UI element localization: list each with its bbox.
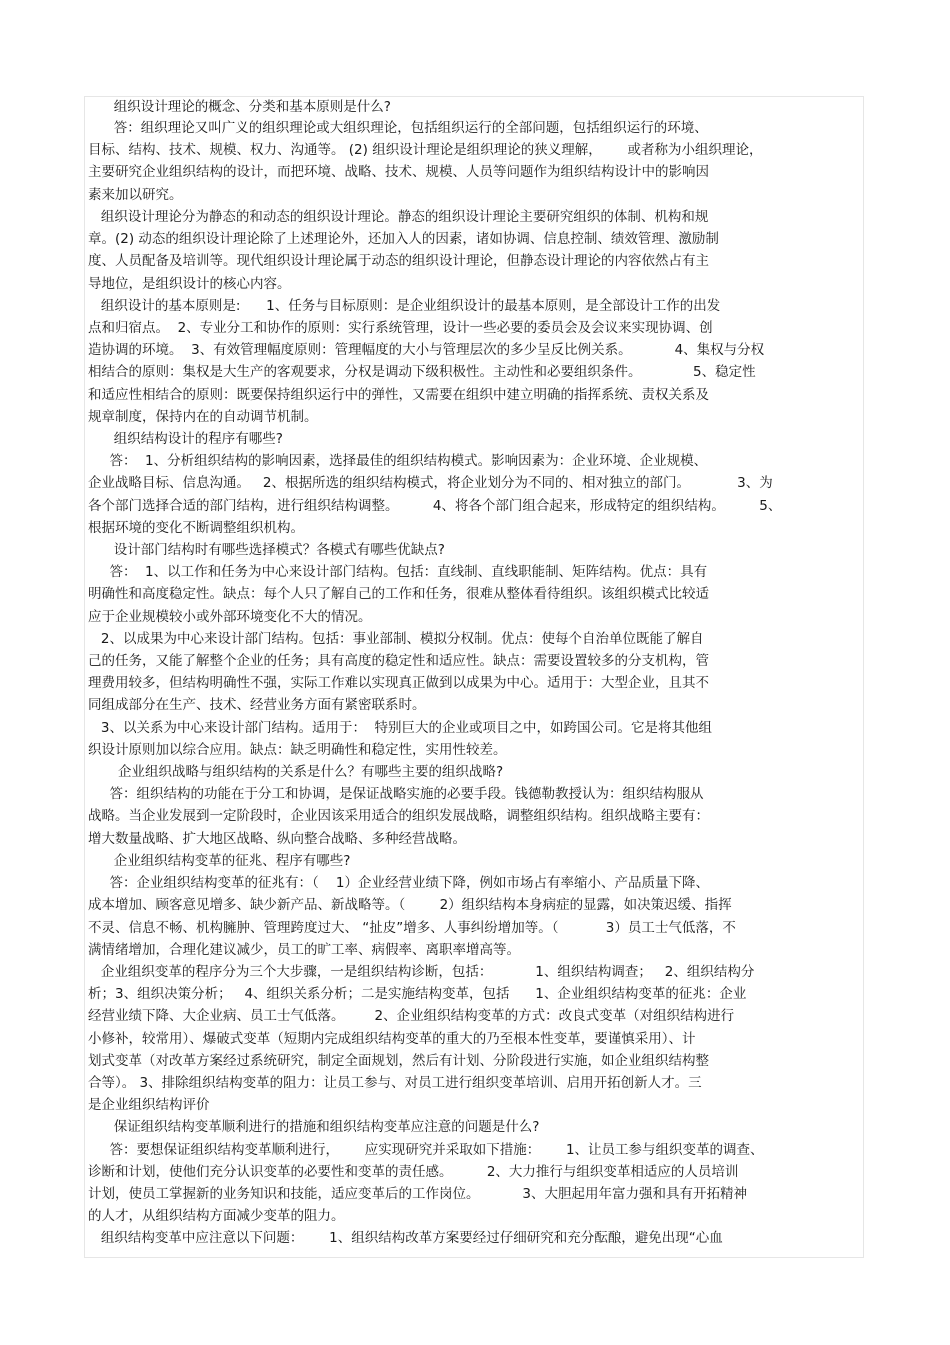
text-line: 明确性和高度稳定性。缺点：每个人只了解自己的工作和任务，很难从整体看待组织。该组织模式比较适	[88, 586, 709, 602]
text-line: 答： 1、以工作和任务为中心来设计部门结构。包括：直线制、直线职能制、矩阵结构。优点：具有	[88, 564, 708, 580]
text-line: 章。(2) 动态的组织设计理论除了上述理论外，还加入人的因素，诸如协调、信息控制、绩效管理、激励制	[88, 231, 719, 247]
text-line: 2、以成果为中心来设计部门结构。包括：事业部制、模拟分权制。优点：使每个自治单位既能了解自	[88, 631, 704, 647]
text-line: 己的任务，又能了解整个企业的任务；具有高度的稳定性和适应性。缺点：需要设置较多的分支机构，管	[88, 653, 709, 669]
text-line: 诊断和计划，使他们充分认识变革的必要性和变革的责任感。 2、大力推行与组织变革相适应的人员培训	[88, 1164, 739, 1180]
text-line: 导地位，是组织设计的核心内容。	[88, 276, 291, 292]
text-line: 析；3、组织决策分析； 4、组织关系分析；二是实施结构变革，包括 1、企业组织结构变革的征兆：企业	[88, 986, 747, 1002]
text-line: 组织设计理论的概念、分类和基本原则是什么?	[88, 99, 391, 115]
text-line: 答：组织结构的功能在于分工和协调，是保证战略实施的必要手段。钱德勒教授认为：组织结构服从	[88, 786, 704, 802]
text-line: 合等）。 3、排除组织结构变革的阻力：让员工参与、对员工进行组织变革培训、启用开拓创新人才。三	[88, 1075, 702, 1091]
text-line: 素来加以研究。	[88, 187, 183, 203]
text-line: 根据环境的变化不断调整组织机构。	[88, 520, 304, 536]
text-line: 度、人员配备及培训等。现代组织设计理论属于动态的组织设计理论，但静态设计理论的内容依然占有主	[88, 253, 709, 269]
text-line: 答： 1、分析组织结构的影响因素，选择最佳的组织结构模式。影响因素为：企业环境、企业规模、	[88, 453, 708, 469]
text-line: 企业组织结构变革的征兆、程序有哪些?	[88, 853, 351, 869]
text-line: 点和归宿点。 2、专业分工和协作的原则：实行系统管理，设计一些必要的委员会及会议来实现协调、创	[88, 320, 713, 336]
text-line: 答：组织理论又叫广义的组织理论或大组织理论，包括组织运行的全部问题，包括组织运行的环境、	[88, 120, 708, 136]
text-line: 成本增加、顾客意见增多、缺少新产品、新战略等。（ 2）组织结构本身病症的显露，如决策迟缓、指挥	[88, 897, 732, 913]
text-line: 企业组织战略与组织结构的关系是什么？有哪些主要的组织战略?	[88, 764, 504, 780]
text-line: 各个部门选择合适的部门结构，进行组织结构调整。 4、将各个部门组合起来，形成特定的组织结构。 5、	[88, 498, 782, 514]
text-line: 经营业绩下降、大企业病、员工士气低落。 2、企业组织结构变革的方式：改良式变革（对组织结构进行	[88, 1008, 735, 1024]
text-line: 目标、结构、技术、规模、权力、沟通等。 (2) 组织设计理论是组织理论的狭义理解， 或者称为小组织理论，	[88, 142, 763, 158]
text-line: 织设计原则加以综合应用。缺点：缺乏明确性和稳定性，实用性较差。	[88, 742, 507, 758]
text-line: 组织设计的基本原则是: 1、任务与目标原则：是企业组织设计的最基本原则，是全部设计工作的出发	[88, 298, 721, 314]
text-line: 企业组织变革的程序分为三个大步骤，一是组织结构诊断，包括： 1、组织结构调查； 2、组织结构分	[88, 964, 755, 980]
text-line: 规章制度，保持内在的自动调节机制。	[88, 409, 318, 425]
text-line: 小修补，较常用）、爆破式变革（短期内完成组织结构变革的重大的乃至根本性变革，要谨慎采用）、计	[88, 1031, 696, 1047]
text-line: 组织设计理论分为静态的和动态的组织设计理论。静态的组织设计理论主要研究组织的体制、机构和规	[88, 209, 709, 225]
text-line: 答：企业组织结构变革的征兆有：（ 1）企业经营业绩下降，例如市场占有率缩小、产品质量下降、	[88, 875, 709, 891]
text-line: 计划，使员工掌握新的业务知识和技能，适应变革后的工作岗位。 3、大胆起用年富力强和具有开拓精神	[88, 1186, 748, 1202]
text-line: 是企业组织结构评价	[88, 1097, 210, 1113]
text-line: 理费用较多，但结构明确性不强，实际工作难以实现真正做到以成果为中心。适用于：大型企业，且其不	[88, 675, 709, 691]
text-line: 和适应性相结合的原则：既要保持组织运行中的弹性，又需要在组织中建立明确的指挥系统、责权关系及	[88, 387, 709, 403]
text-line: 相结合的原则：集权是大生产的客观要求，分权是调动下级积极性。主动性和必要组织条件。 5、稳定性	[88, 364, 756, 380]
text-line: 答：要想保证组织结构变革顺利进行， 应实现研究并采取如下措施： 1、让员工参与组织变革的调查、	[88, 1142, 764, 1158]
text-line: 3、以关系为中心来设计部门结构。适用于： 特别巨大的企业或项目之中，如跨国公司。它是将其他组	[88, 720, 713, 736]
text-line: 增大数量战略、扩大地区战略、纵向整合战略、多种经营战略。	[88, 831, 466, 847]
text-line: 划式变革（对改革方案经过系统研究，制定全面规划，然后有计划、分阶段进行实施，如企业组织结构整	[88, 1053, 709, 1069]
text-line: 企业战略目标、信息沟通。 2、根据所选的组织结构模式，将企业划分为不同的、相对独立的部门。 3、为	[88, 475, 773, 491]
text-line: 主要研究企业组织结构的设计，而把环境、战略、技术、规模、人员等问题作为组织结构设计中的影响因	[88, 164, 709, 180]
text-line: 组织结构设计的程序有哪些?	[88, 431, 283, 447]
text-line: 战略。当企业发展到一定阶段时，企业因该采用适合的组织发展战略，调整组织结构。组织战略主要有：	[88, 808, 709, 824]
text-line: 设计部门结构时有哪些选择模式？各模式有哪些优缺点?	[88, 542, 445, 558]
text-line: 保证组织结构变革顺利进行的措施和组织结构变革应注意的问题是什么?	[88, 1119, 540, 1135]
text-line: 不灵、信息不畅、机构臃肿、管理跨度过大、 “扯皮”增多、人事纠纷增加等。（ 3）员工士气低落，不	[88, 920, 736, 936]
text-line: 组织结构变革中应注意以下问题： 1、组织结构改革方案要经过仔细研究和充分酝酿，避免出现“心血	[88, 1230, 723, 1246]
text-line: 的人才，从组织结构方面减少变革的阻力。	[88, 1208, 345, 1224]
text-line: 满情绪增加，合理化建议减少，员工的旷工率、病假率、离职率增高等。	[88, 942, 520, 958]
text-line: 应于企业规模较小或外部环境变化不大的情况。	[88, 609, 372, 625]
text-line: 造协调的环境。 3、有效管理幅度原则：管理幅度的大小与管理层次的多少呈反比例关系。 4、集权与分权	[88, 342, 765, 358]
text-line: 同组成部分在生产、技术、经营业务方面有紧密联系时。	[88, 697, 426, 713]
